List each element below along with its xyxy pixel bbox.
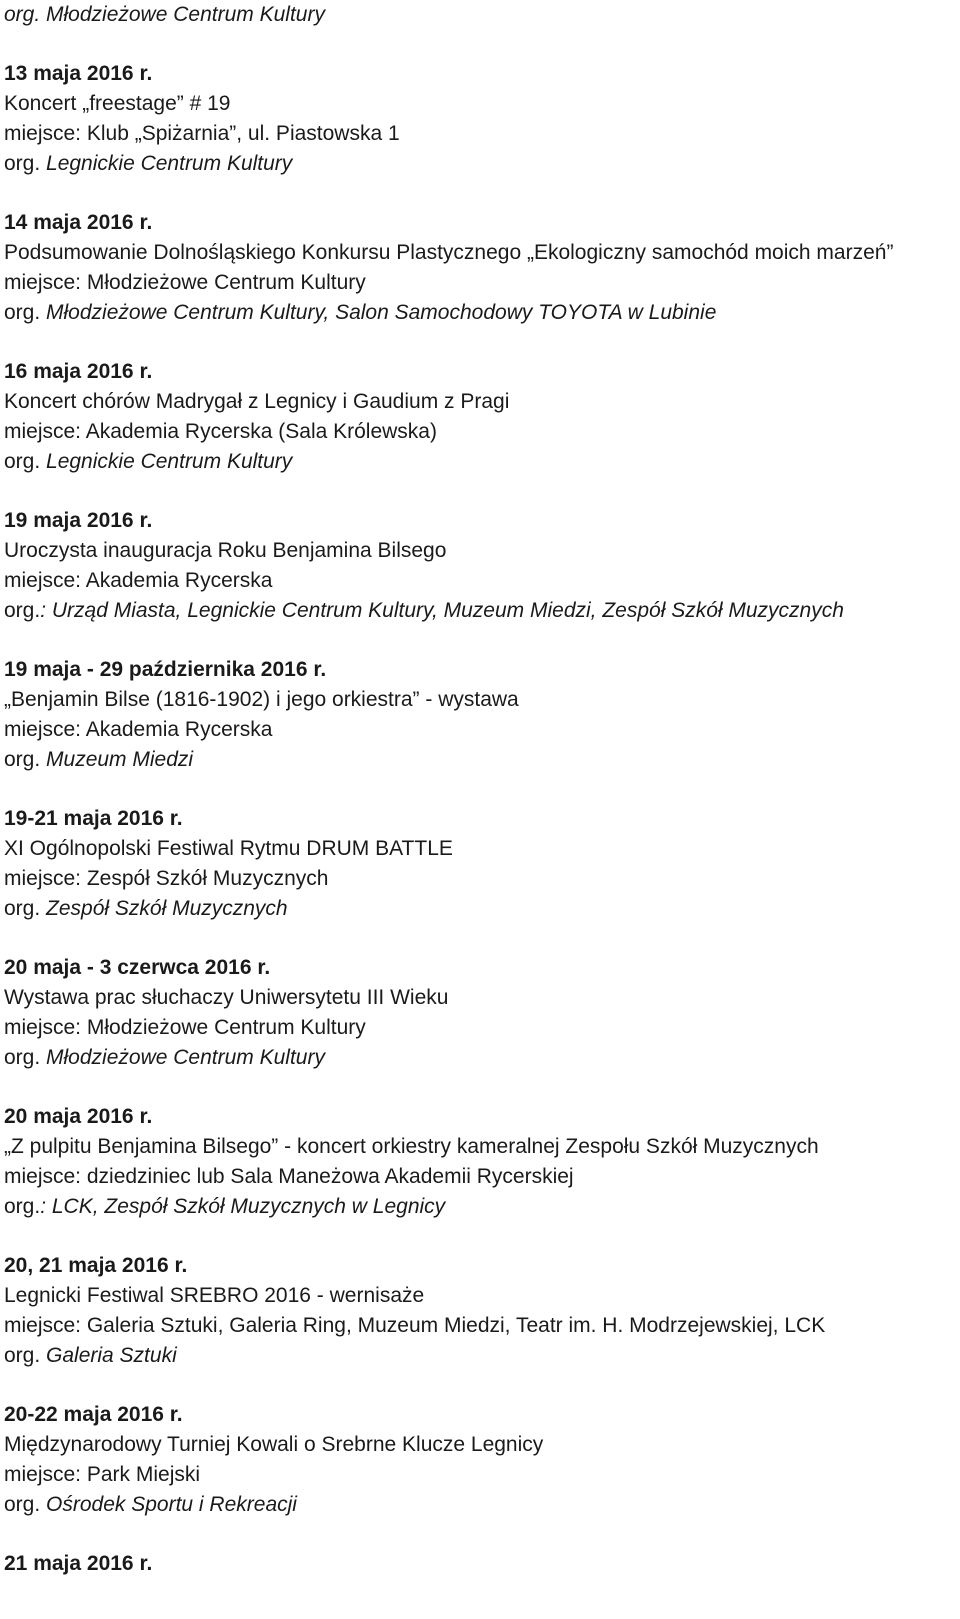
event-place: miejsce: Młodzieżowe Centrum Kultury bbox=[4, 271, 366, 294]
spacer bbox=[4, 924, 954, 953]
event-entry bbox=[4, 506, 954, 626]
org-name: Zespół Szkół Muzycznych bbox=[40, 897, 288, 920]
spacer bbox=[4, 30, 954, 59]
org-prefix: org. bbox=[4, 748, 41, 771]
event-entry bbox=[4, 1400, 954, 1520]
spacer bbox=[4, 328, 954, 357]
spacer bbox=[4, 626, 954, 655]
event-title: Koncert chórów Madrygał z Legnicy i Gaudium z Pragi bbox=[4, 390, 510, 413]
event-place: miejsce: Galeria Sztuki, Galeria Ring, Muzeum Miedzi, Teatr im. H. Modrzejewskiej, LCK bbox=[4, 1314, 826, 1337]
org-prefix: org. bbox=[4, 897, 41, 920]
org-prefix: org. bbox=[4, 1195, 41, 1218]
org-name: Galeria Sztuki bbox=[40, 1344, 177, 1367]
org-prefix: org. bbox=[4, 1046, 41, 1069]
spacer bbox=[4, 179, 954, 208]
org-name: Legnickie Centrum Kultury bbox=[40, 450, 293, 473]
org-prefix: org. bbox=[4, 152, 41, 175]
org-prefix: org. bbox=[4, 1493, 41, 1516]
event-org bbox=[4, 894, 954, 924]
event-entry bbox=[4, 655, 954, 775]
event-entry bbox=[4, 1251, 954, 1371]
event-org bbox=[4, 596, 954, 626]
spacer bbox=[4, 775, 954, 804]
event-title: Międzynarodowy Turniej Kowali o Srebrne Klucze Legnicy bbox=[4, 1433, 544, 1456]
event-place: miejsce: Zespół Szkół Muzycznych bbox=[4, 867, 329, 890]
event-place: miejsce: Akademia Rycerska (Sala Królewska) bbox=[4, 420, 437, 443]
event-title: „Z pulpitu Benjamina Bilsego” - koncert orkiestry kameralnej Zespołu Szkół Muzycznych bbox=[4, 1135, 819, 1158]
event-org bbox=[4, 1192, 954, 1222]
spacer bbox=[4, 1073, 954, 1102]
event-listing bbox=[4, 0, 954, 1579]
event-date: 19 maja 2016 r. bbox=[4, 509, 153, 532]
event-date: 13 maja 2016 r. bbox=[4, 62, 153, 85]
spacer bbox=[4, 1222, 954, 1251]
lead-org-line: org. Młodzieżowe Centrum Kultury bbox=[4, 3, 325, 26]
event-title: Podsumowanie Dolnośląskiego Konkursu Plastycznego „Ekologiczny samochód moich marzeń” bbox=[4, 241, 894, 264]
org-name: Młodzieżowe Centrum Kultury, Salon Samochodowy TOYOTA w Lubinie bbox=[40, 301, 717, 324]
org-prefix: org. bbox=[4, 450, 41, 473]
event-entry bbox=[4, 357, 954, 477]
event-date: 19-21 maja 2016 r. bbox=[4, 807, 183, 830]
event-org bbox=[4, 1341, 954, 1371]
event-date: 21 maja 2016 r. bbox=[4, 1552, 153, 1575]
event-place: miejsce: Klub „Spiżarnia”, ul. Piastowska 1 bbox=[4, 122, 400, 145]
event-title: Wystawa prac słuchaczy Uniwersytetu III Wieku bbox=[4, 986, 449, 1009]
org-name: Młodzieżowe Centrum Kultury bbox=[40, 1046, 325, 1069]
event-entry bbox=[4, 208, 954, 328]
event-date: 20 maja 2016 r. bbox=[4, 1105, 153, 1128]
event-entry bbox=[4, 1102, 954, 1222]
org-name: Muzeum Miedzi bbox=[40, 748, 194, 771]
event-title: „Benjamin Bilse (1816-1902) i jego orkiestra” - wystawa bbox=[4, 688, 519, 711]
org-prefix: org. bbox=[4, 301, 41, 324]
event-date: 20 maja - 3 czerwca 2016 r. bbox=[4, 956, 271, 979]
event-place: miejsce: Park Miejski bbox=[4, 1463, 201, 1486]
event-org bbox=[4, 1490, 954, 1520]
event-org bbox=[4, 1043, 954, 1073]
event-date: 20-22 maja 2016 r. bbox=[4, 1403, 183, 1426]
event-title: XI Ogólnopolski Festiwal Rytmu DRUM BATTLE bbox=[4, 837, 453, 860]
org-name: : LCK, Zespół Szkół Muzycznych w Legnicy bbox=[40, 1195, 446, 1218]
event-org bbox=[4, 447, 954, 477]
event-date: 14 maja 2016 r. bbox=[4, 211, 153, 234]
event-place: miejsce: Akademia Rycerska bbox=[4, 569, 273, 592]
event-title: Legnicki Festiwal SREBRO 2016 - wernisaże bbox=[4, 1284, 425, 1307]
event-place: miejsce: Młodzieżowe Centrum Kultury bbox=[4, 1016, 366, 1039]
event-org bbox=[4, 745, 954, 775]
event-org bbox=[4, 149, 954, 179]
org-prefix: org. bbox=[4, 599, 41, 622]
event-title: Uroczysta inauguracja Roku Benjamina Bilsego bbox=[4, 539, 447, 562]
event-date: 19 maja - 29 października 2016 r. bbox=[4, 658, 327, 681]
spacer bbox=[4, 1371, 954, 1400]
event-entry bbox=[4, 953, 954, 1073]
event-place: miejsce: dziedziniec lub Sala Maneżowa Akademii Rycerskiej bbox=[4, 1165, 574, 1188]
event-date: 20, 21 maja 2016 r. bbox=[4, 1254, 188, 1277]
org-name: Ośrodek Sportu i Rekreacji bbox=[40, 1493, 297, 1516]
event-org bbox=[4, 298, 954, 328]
event-entry bbox=[4, 59, 954, 179]
event-place: miejsce: Akademia Rycerska bbox=[4, 718, 273, 741]
org-name: Legnickie Centrum Kultury bbox=[40, 152, 293, 175]
event-entry bbox=[4, 804, 954, 924]
event-date: 16 maja 2016 r. bbox=[4, 360, 153, 383]
spacer bbox=[4, 477, 954, 506]
spacer bbox=[4, 1520, 954, 1549]
org-prefix: org. bbox=[4, 1344, 41, 1367]
event-title: Koncert „freestage” # 19 bbox=[4, 92, 231, 115]
org-name: : Urząd Miasta, Legnickie Centrum Kultury, Muzeum Miedzi, Zespół Szkół Muzycznych bbox=[40, 599, 844, 622]
